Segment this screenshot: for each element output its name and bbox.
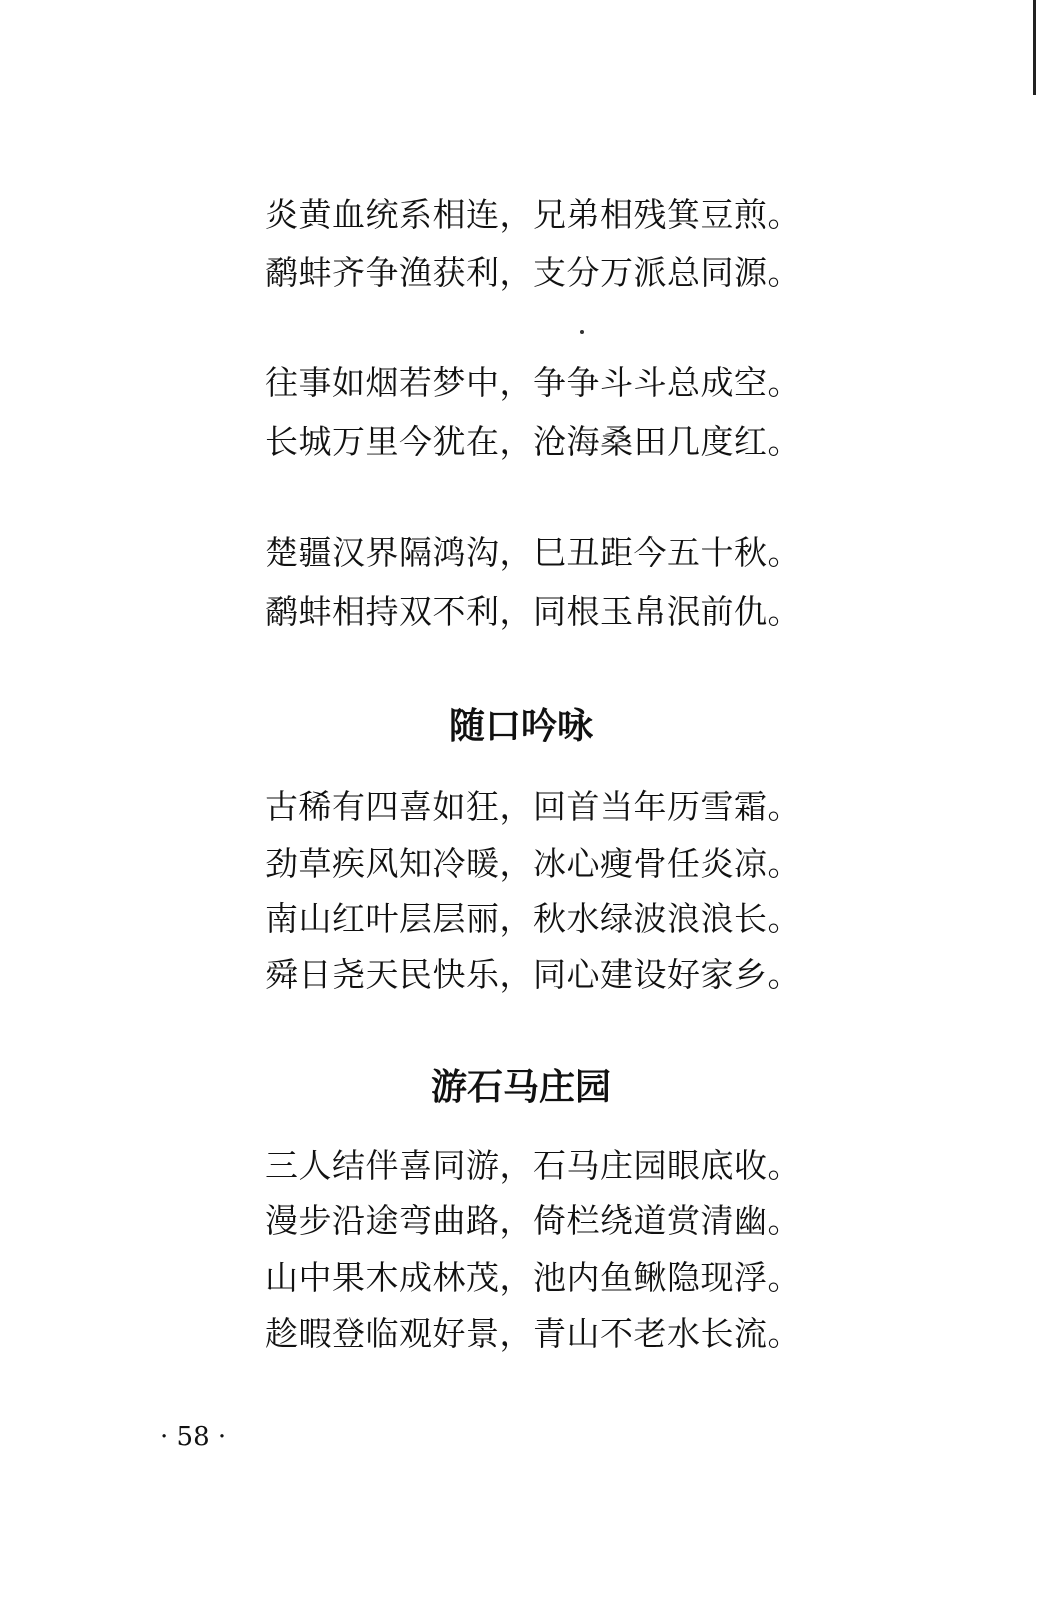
poem-title: 随口吟咏 xyxy=(448,706,593,747)
poem-line: 炎黄血统系相连，兄弟相残箕豆煎。 xyxy=(265,195,801,234)
poem-line: 趁暇登临观好景，青山不老水长流。 xyxy=(265,1314,801,1353)
poem-line: 鹬蚌相持双不利，同根玉帛泯前仇。 xyxy=(265,592,801,631)
page-number: · 58 · xyxy=(160,1422,227,1452)
poem-line: 楚疆汉界隔鸿沟，巳丑距今五十秋。 xyxy=(265,533,801,572)
poem-line: 漫步沿途弯曲路，倚栏绕道赏清幽。 xyxy=(265,1201,801,1240)
poem-line: 南山红叶层层丽，秋水绿波浪浪长。 xyxy=(265,899,801,938)
stray-ink-dot xyxy=(580,330,584,334)
poem-line: 古稀有四喜如狂，回首当年历雪霜。 xyxy=(265,787,801,826)
poem-line: 三人结伴喜同游，石马庄园眼底收。 xyxy=(265,1146,801,1185)
poem-line: 舜日尧天民快乐，同心建设好家乡。 xyxy=(265,955,801,994)
page-edge-mark xyxy=(1033,0,1036,95)
poem-title: 游石马庄园 xyxy=(430,1067,611,1108)
poem-line: 劲草疾风知冷暖，冰心瘦骨任炎凉。 xyxy=(265,844,801,883)
poem-line: 鹬蚌齐争渔获利，支分万派总同源。 xyxy=(265,253,801,292)
poem-line: 长城万里今犹在，沧海桑田几度红。 xyxy=(265,422,801,461)
poem-line: 山中果木成林茂，池内鱼鳅隐现浮。 xyxy=(265,1258,801,1297)
poem-line: 往事如烟若梦中，争争斗斗总成空。 xyxy=(265,363,801,402)
